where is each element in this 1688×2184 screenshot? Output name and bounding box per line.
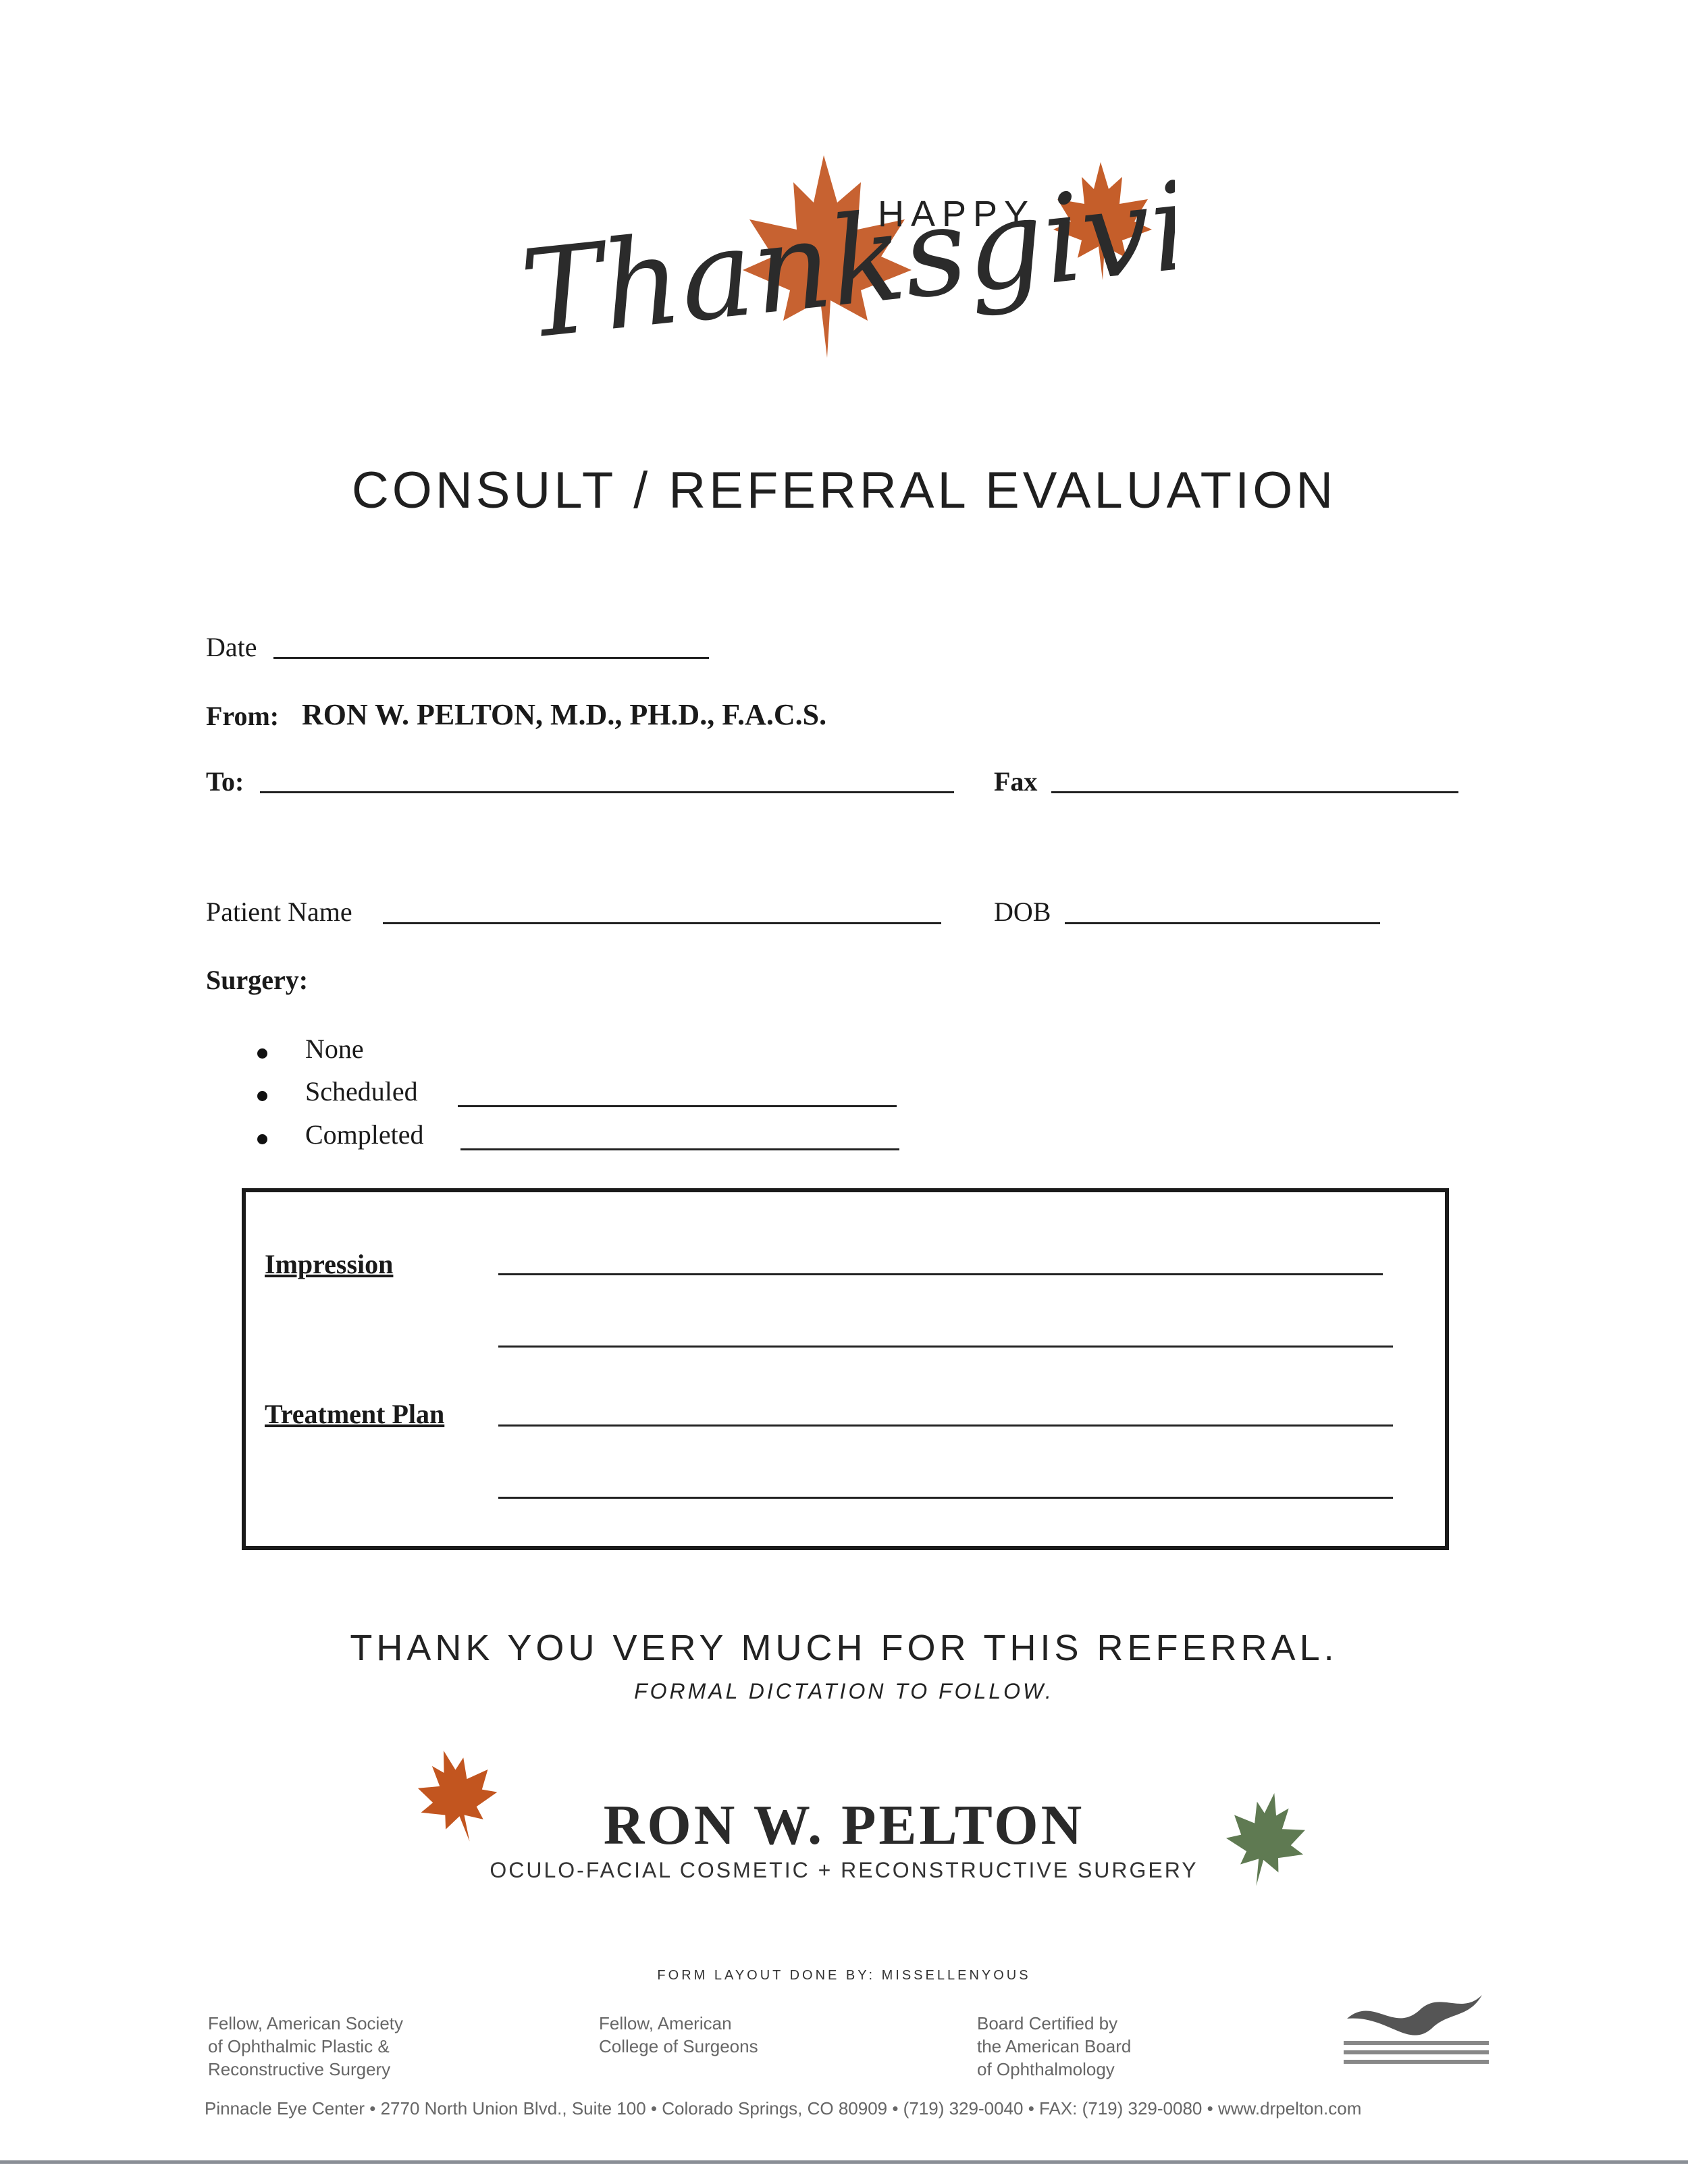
completed-field[interactable] [460, 1148, 899, 1150]
scheduled-field[interactable] [458, 1105, 897, 1107]
impression-field-1[interactable] [498, 1273, 1383, 1275]
dob-label: DOB [994, 897, 1051, 927]
treatment-plan-field-2[interactable] [498, 1497, 1393, 1499]
date-label: Date [206, 632, 257, 662]
fellow-asoprs: Fellow, American Society of Ophthalmic Plastic & Reconstructive Surgery [208, 2013, 404, 2079]
patient-name-label: Patient Name [206, 897, 352, 927]
to-field[interactable] [260, 791, 954, 793]
fax-field[interactable] [1051, 791, 1458, 793]
to-label: To: [206, 766, 244, 797]
from-label: From: [206, 701, 280, 731]
from-value: RON W. PELTON, M.D., PH.D., F.A.C.S. [302, 698, 827, 731]
thanksgiving-logo [513, 135, 1175, 405]
treatment-plan-field-1[interactable] [498, 1424, 1393, 1427]
bullet-icon [257, 1048, 267, 1059]
surgery-option-completed[interactable]: Completed [305, 1119, 424, 1150]
evaluation-box [242, 1188, 1449, 1550]
impression-field-2[interactable] [498, 1346, 1393, 1348]
surgery-label: Surgery: [206, 965, 309, 995]
surgery-option-scheduled[interactable]: Scheduled [305, 1076, 418, 1107]
fax-label: Fax [994, 766, 1038, 797]
date-field[interactable] [273, 657, 709, 659]
brand-name: RON W. PELTON [603, 1794, 1085, 1857]
bullet-icon [257, 1134, 267, 1144]
patient-name-field[interactable] [383, 922, 941, 924]
brand-tagline: OCULO-FACIAL COSMETIC + RECONSTRUCTIVE SURGERY [490, 1858, 1198, 1882]
surgery-option-none[interactable]: None [305, 1034, 364, 1064]
board-certified: Board Certified by the American Board of Ophthalmology [977, 2013, 1132, 2079]
dictation-text: FORMAL DICTATION TO FOLLOW. [634, 1679, 1054, 1703]
bottom-divider [0, 2160, 1688, 2164]
logo-happy-text: HAPPY [878, 194, 1036, 234]
form-credit: FORM LAYOUT DONE BY: MISSELLENYOUS [657, 1968, 1031, 1983]
asoprs-logo [1340, 1988, 1496, 2076]
bullet-icon [257, 1091, 267, 1101]
dob-field[interactable] [1065, 922, 1380, 924]
footer-address: Pinnacle Eye Center • 2770 North Union Blvd., Suite 100 • Colorado Springs, CO 80909 • (719) 329-0040 • FAX: (719) 329-0080 • www.drpelton.com [205, 2098, 1362, 2119]
thank-you-text: THANK YOU VERY MUCH FOR THIS REFERRAL. [350, 1628, 1338, 1668]
form-title: CONSULT / REFERRAL EVALUATION [351, 462, 1337, 519]
fellow-acs: Fellow, American College of Surgeons [599, 2013, 758, 2056]
treatment-plan-label: Treatment Plan [265, 1399, 445, 1429]
logo-script-text: Thanksgiving [515, 139, 1175, 367]
impression-label: Impression [265, 1249, 394, 1279]
